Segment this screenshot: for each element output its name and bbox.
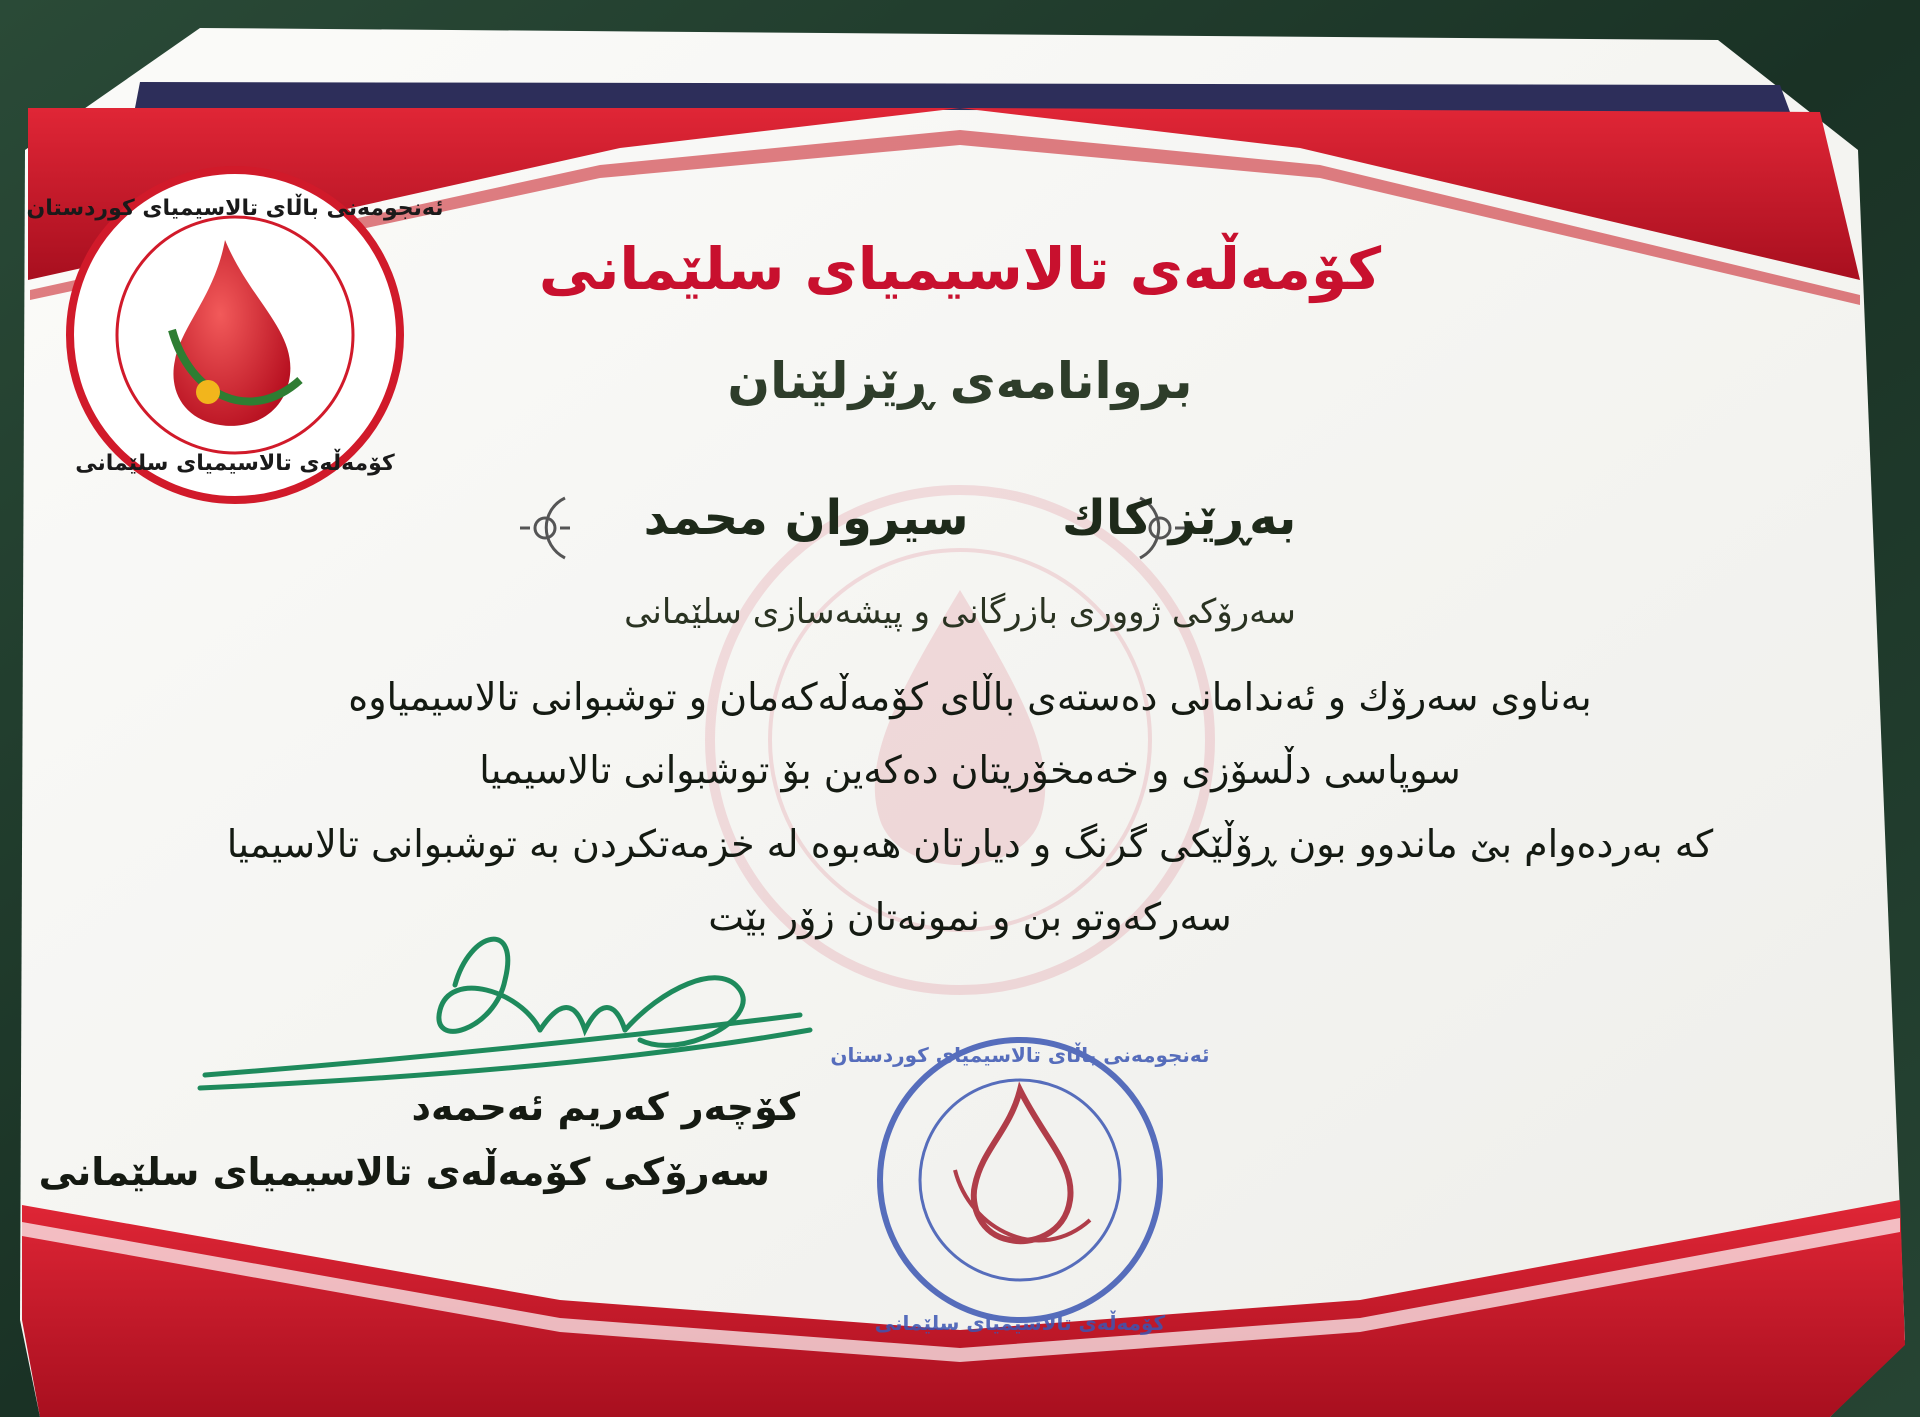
body-line: سوپاسی دڵسۆزی و خەمخۆریتان دەكەین بۆ توشبوانی تالاسیمیا — [479, 748, 1461, 792]
svg-text:كۆمەڵەی تالاسیمیای سلێمانی: كۆمەڵەی تالاسیمیای سلێمانی — [75, 451, 395, 476]
certificate-title: بروانامەی ڕێزلێنان — [727, 352, 1193, 410]
signer-name: كۆچەر كەریم ئەحمەد — [411, 1085, 800, 1129]
signer-title: سەرۆكی كۆمەڵەی تالاسیمیای سلێمانی — [38, 1150, 770, 1194]
society-logo-seal — [26, 170, 443, 500]
recipient-line — [520, 490, 1420, 546]
body-line: بەناوی سەرۆك و ئەندامانی دەستەی باڵای كۆمەڵەكەمان و توشبوانی تالاسیمیاوە — [348, 675, 1592, 719]
society-title: كۆمەڵەی تالاسیمیای سلێمانی — [538, 235, 1382, 303]
body-line: كە بەردەوام بێ ماندوو بون ڕۆڵێكی گرنگ و دیارتان هەبوە لە خزمەتكردن بە توشبوانی تالاسیمیا — [226, 822, 1714, 866]
sun-emblem-icon — [196, 380, 220, 404]
svg-text:ئەنجومەنی باڵای تالاسیمیای كور: ئەنجومەنی باڵای تالاسیمیای كوردستان — [830, 1043, 1210, 1067]
svg-text:ئەنجومەنی باڵای تالاسیمیای كور: ئەنجومەنی باڵای تالاسیمیای كوردستان — [26, 196, 444, 221]
svg-text:كۆمەڵەی تالاسیمیای سلێمانی: كۆمەڵەی تالاسیمیای سلێمانی — [874, 1311, 1166, 1335]
salutation: بەڕێز كاك — [1061, 490, 1297, 546]
top-navy-band — [135, 82, 1790, 112]
body-line: سەركەوتو بن و نمونەتان زۆر بێت — [708, 895, 1232, 939]
recipient-name: سیروان محمد — [643, 490, 969, 546]
recipient-role: سەرۆكی ژووری بازرگانی و پیشەسازی سلێمانی — [624, 592, 1296, 632]
